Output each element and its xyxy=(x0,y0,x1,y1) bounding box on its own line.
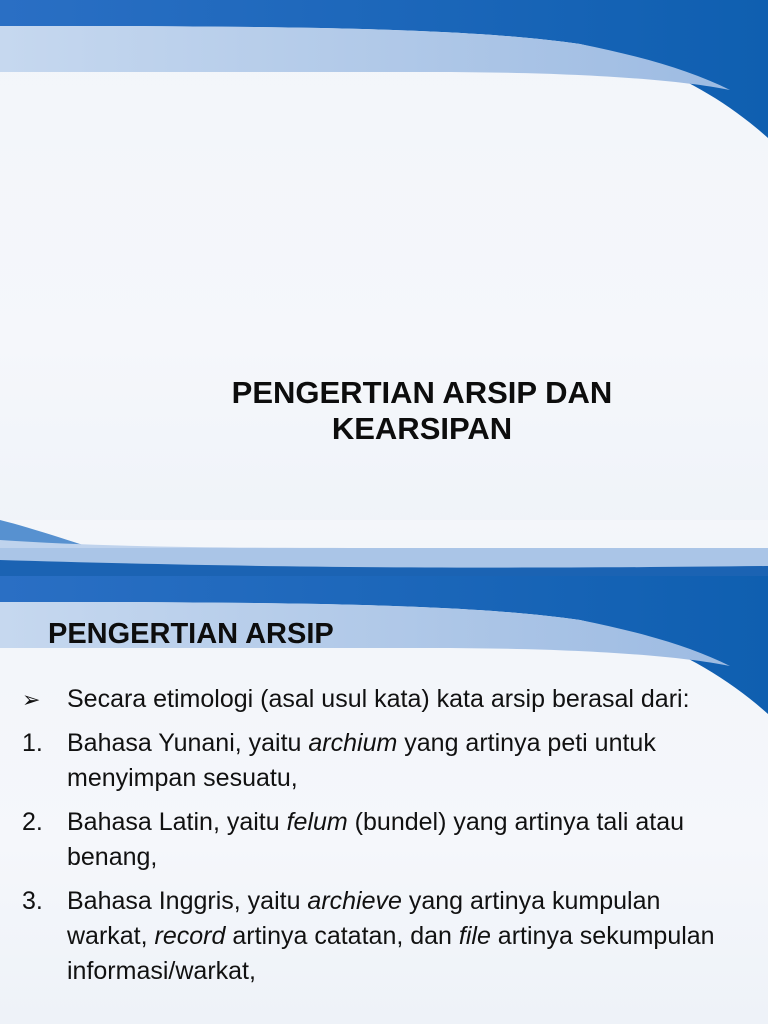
list-item xyxy=(22,884,742,989)
text-segment: artinya catatan, dan xyxy=(225,922,459,950)
title-line-2: KEARSIPAN xyxy=(331,411,513,446)
list-item-text xyxy=(67,726,742,796)
text-segment: yang artinya peti untuk menyimpan sesuatu, xyxy=(67,729,656,792)
list-item xyxy=(22,805,742,875)
text-segment: artinya sekumpulan informasi/warkat, xyxy=(67,922,715,985)
list-number: 2. xyxy=(22,808,43,836)
italic-term: archium xyxy=(308,729,398,757)
text-segment: Bahasa Yunani, yaitu xyxy=(67,729,309,757)
italic-term: record xyxy=(154,922,226,950)
italic-term: file xyxy=(458,922,491,950)
list-number: 1. xyxy=(22,729,43,757)
bullet-list xyxy=(22,682,742,998)
list-item-text: Secara etimologi (asal usul kata) kata arsip berasal dari: xyxy=(67,685,690,713)
arrow-bullet-icon: ➢ xyxy=(22,687,41,712)
list-item-text xyxy=(67,884,742,989)
content-slide xyxy=(0,576,768,1024)
list-item xyxy=(22,682,742,717)
title-line-1: PENGERTIAN ARSIP DAN xyxy=(231,375,613,410)
section-title: PENGERTIAN ARSIP xyxy=(48,618,334,650)
text-segment: Bahasa Inggris, yaitu xyxy=(67,887,308,915)
list-item xyxy=(22,726,742,796)
list-item-text xyxy=(67,805,742,875)
text-segment: Bahasa Latin, yaitu xyxy=(67,808,287,836)
presentation-title xyxy=(170,375,674,447)
italic-term: felum xyxy=(286,808,348,836)
text-segment: (bundel) yang artinya tali atau benang, xyxy=(67,808,685,871)
text-segment: yang artinya kumpulan warkat, xyxy=(67,887,661,950)
list-number: 3. xyxy=(22,887,43,915)
italic-term: archieve xyxy=(307,887,402,915)
